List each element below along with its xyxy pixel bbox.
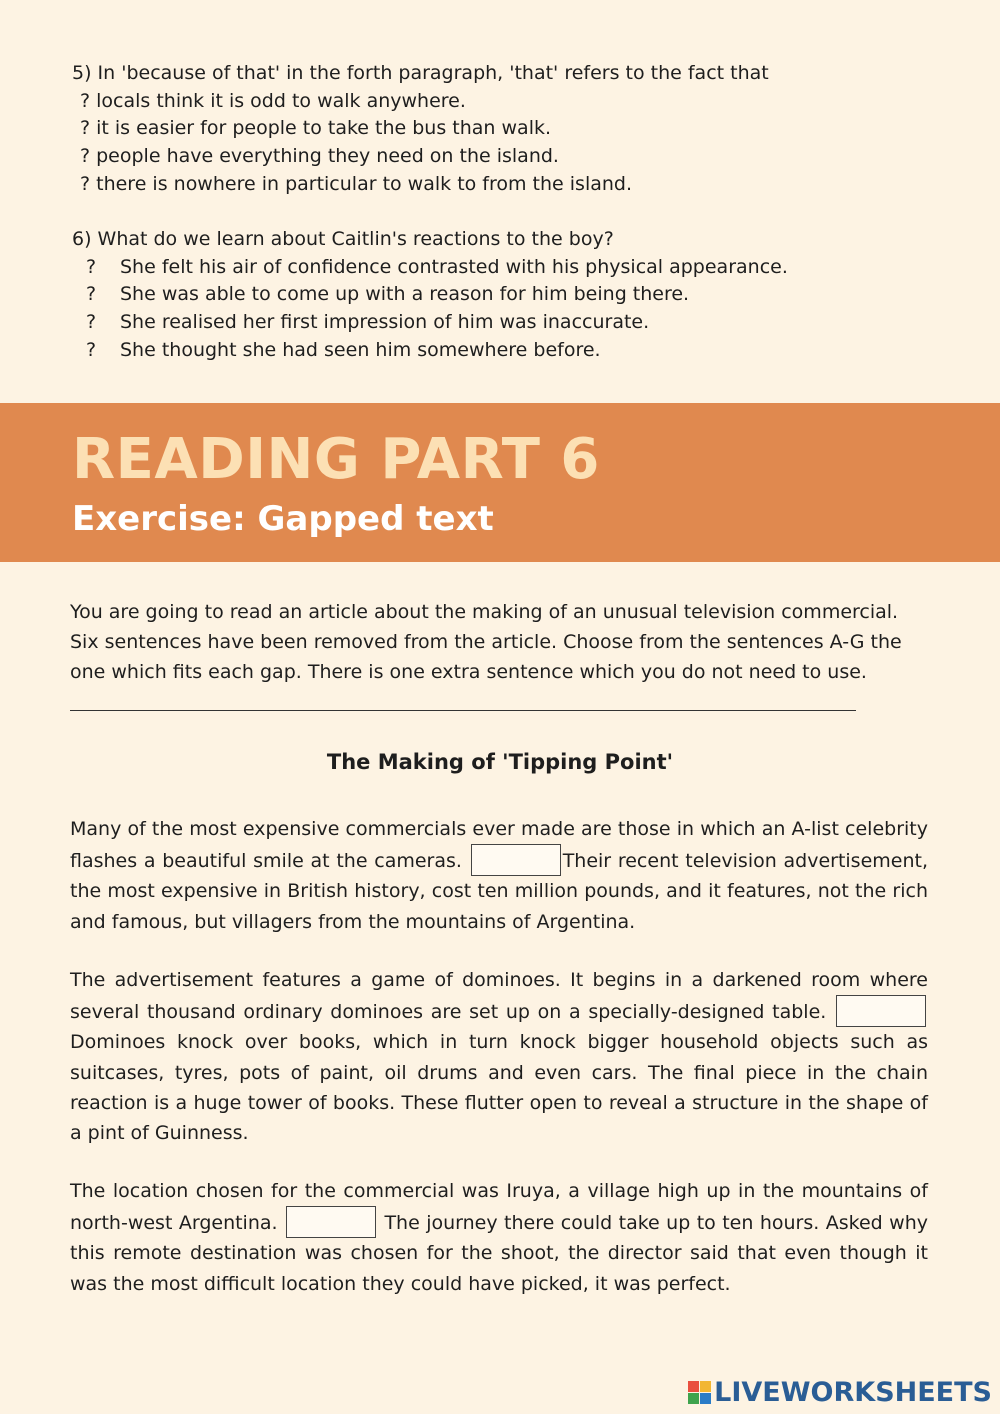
paragraph-text: Many of the most expensive commercials ever made are those in which an A-list celebrity flashes a beautiful smile at the cameras.: [70, 818, 928, 873]
gap-answer-box-2[interactable]: [836, 995, 926, 1027]
paragraph-text: Dominoes knock over books, which in turn knock bigger household objects such as suitcases, tyres, pots of paint, oil drums and even cars. The final piece in the chain reaction is a huge tower of books. These flutter open to reveal a structure in the shape of a pint of Guinness.: [70, 1031, 928, 1145]
divider-line: [70, 710, 856, 711]
question-6-option-a[interactable]: [72, 254, 788, 282]
paragraph-text: Their recent television advertisement, the most expensive in British history, cost ten million pounds, and it features, not the rich and famous, but villagers from the mountains of Argentina.: [70, 850, 928, 933]
instructions: You are going to read an article about the making of an unusual television commercial. Six sentences have been removed from the article. Choose from the sentences A-G the one which fits each gap. There is one extra sentence which you do not need to use.: [70, 601, 902, 683]
option-marker: ?: [86, 283, 97, 306]
question-6-option-c[interactable]: [72, 309, 788, 337]
question-6-stem: 6) What do we learn about Caitlin's reactions to the boy?: [72, 228, 614, 250]
question-6-option-d[interactable]: [72, 337, 788, 365]
section-banner: [0, 403, 1000, 562]
question-5-stem: 5) In 'because of that' in the forth paragraph, 'that' refers to the fact that: [72, 62, 769, 84]
option-marker: ?: [86, 311, 97, 334]
option-text: She thought she had seen him somewhere before.: [120, 338, 601, 361]
paragraph-text: The advertisement features a game of dominoes. It begins in a darkened room where several thousand ordinary dominoes are set up on a specially-designed table.: [70, 969, 928, 1024]
gap-answer-box-3[interactable]: [286, 1206, 376, 1238]
article-paragraph-3: [70, 1176, 928, 1299]
question-5: [72, 60, 769, 199]
question-5-option-a[interactable]: ? locals think it is odd to walk anywhere.: [80, 89, 466, 112]
option-text: She realised her first impression of him was inaccurate.: [120, 311, 650, 334]
question-5-option-d[interactable]: ? there is nowhere in particular to walk to from the island.: [80, 172, 633, 195]
question-6-option-b[interactable]: [72, 281, 788, 309]
option-marker: ?: [86, 338, 97, 361]
question-5-option-b[interactable]: ? it is easier for people to take the bus than walk.: [80, 117, 552, 140]
logo-icon: [688, 1381, 711, 1404]
option-text: She felt his air of confidence contrasted with his physical appearance.: [120, 255, 788, 278]
option-text: She was able to come up with a reason for him being there.: [120, 283, 690, 306]
section-subtitle: Exercise: Gapped text: [72, 499, 494, 539]
article-paragraph-1: [70, 814, 928, 937]
question-6: [72, 226, 788, 365]
paragraph-text: The location chosen for the commercial was Iruya, a village high up in the mountains of north-west Argentina.: [70, 1180, 928, 1235]
gap-answer-box-1[interactable]: [471, 844, 561, 876]
article-paragraph-2: [70, 965, 928, 1148]
logo-text: LIVEWORKSHEETS: [714, 1377, 992, 1408]
article-title: The Making of 'Tipping Point': [326, 750, 674, 774]
paragraph-text: The journey there could take up to ten hours. Asked why this remote destination was chosen for the shoot, the director said that even though it was the most difficult location they could have picked, it was perfect.: [70, 1212, 928, 1295]
liveworksheets-logo: [688, 1377, 992, 1408]
section-title: READING PART 6: [72, 427, 600, 492]
question-5-option-c[interactable]: ? people have everything they need on the island.: [80, 145, 559, 168]
option-marker: ?: [86, 255, 97, 278]
